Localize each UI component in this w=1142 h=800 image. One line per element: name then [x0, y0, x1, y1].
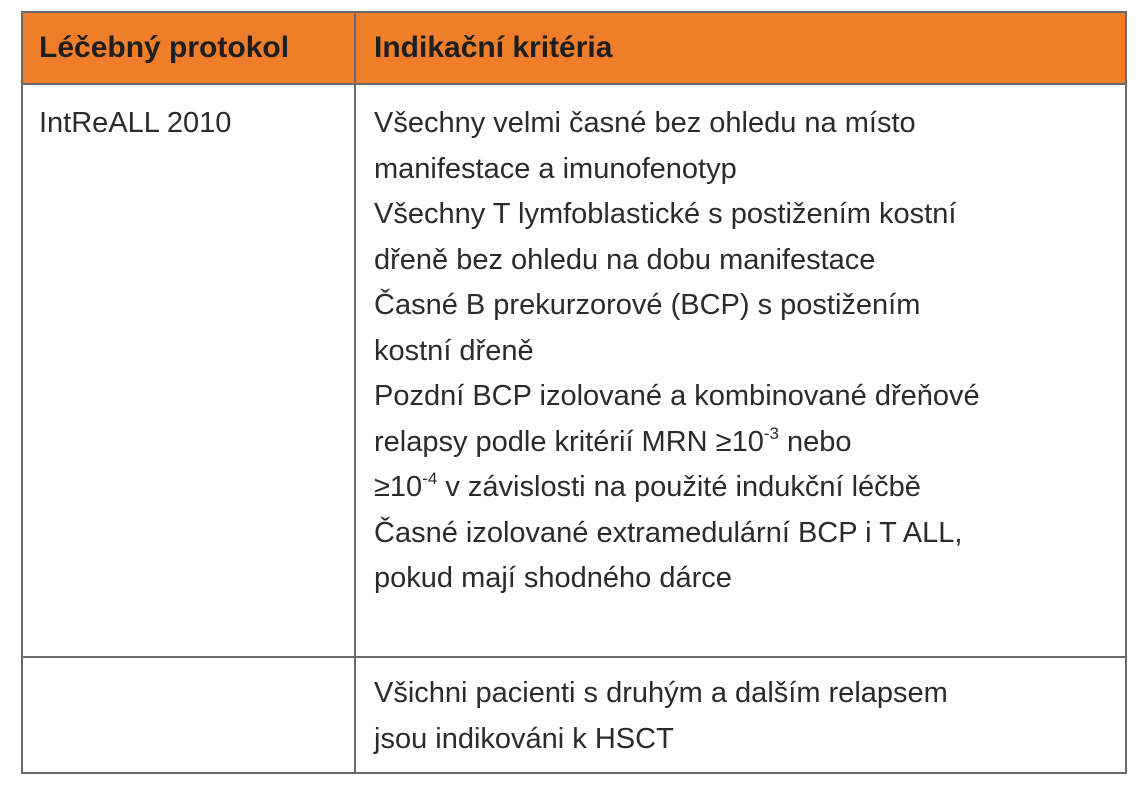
indication-table	[21, 11, 1127, 774]
table-row	[23, 85, 1125, 658]
criteria-text: ≥10	[374, 471, 423, 503]
criteria-line-mrn2	[374, 465, 980, 511]
criteria-cell	[374, 671, 948, 762]
criteria-line: manifestace a imunofenotyp	[374, 152, 737, 185]
header-protocol: Léčebný protokol	[39, 31, 290, 64]
criteria-text: relapsy podle kritérií MRN ≥10	[374, 425, 764, 458]
criteria-text: v závislosti na použité indukční léčbě	[437, 471, 921, 503]
column-divider	[354, 13, 356, 772]
criteria-line: Všichni pacienti s druhým a dalším relapsem	[374, 677, 948, 709]
criteria-line: dřeně bez ohledu na dobu manifestace	[374, 243, 876, 276]
exponent: -4	[422, 469, 438, 488]
criteria-line-mrn	[374, 420, 980, 466]
exponent: -3	[763, 423, 779, 443]
criteria-line: pokud mají shodného dárce	[374, 562, 732, 594]
table-row	[23, 658, 1125, 772]
criteria-cell	[374, 101, 980, 602]
criteria-line: jsou indikováni k HSCT	[374, 722, 674, 755]
criteria-text: nebo	[778, 425, 852, 458]
header-criteria: Indikační kritéria	[374, 31, 613, 64]
criteria-line: Časné B prekurzorové (BCP) s postižením	[374, 289, 921, 321]
criteria-line: Časné izolované extramedulární BCP i T ALL,	[374, 516, 963, 549]
criteria-line: Pozdní BCP izolované a kombinované dřeňové	[374, 380, 980, 412]
criteria-line: kostní dřeně	[374, 334, 534, 367]
criteria-line: Všechny T lymfoblastické s postižením kostní	[374, 198, 957, 230]
protocol-cell: IntReALL 2010	[39, 107, 232, 139]
table-header-row	[23, 13, 1125, 85]
criteria-line: Všechny velmi časné bez ohledu na místo	[374, 107, 916, 139]
